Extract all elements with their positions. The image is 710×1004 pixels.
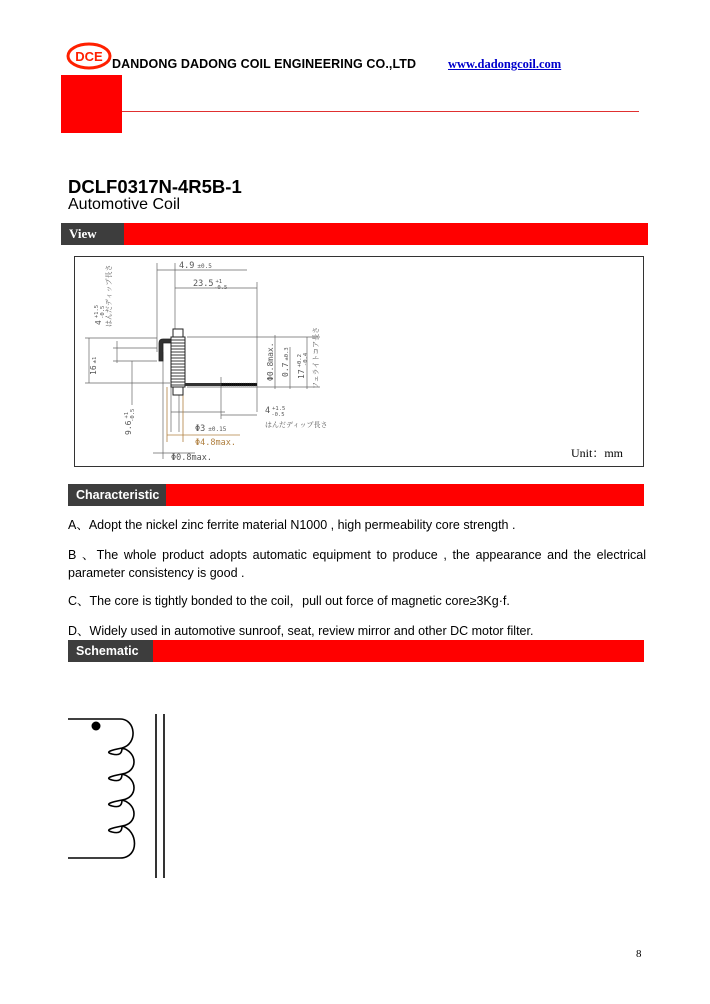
part-number: DCLF0317N-4R5B-1 [68, 176, 242, 197]
dim-gap: 0.7±0.3 [281, 347, 290, 377]
dim-top-large: 23.5 $^{+1}$ -0.5 [193, 279, 228, 291]
coil-illustration [159, 329, 257, 395]
coil-winding [68, 719, 135, 858]
dim-phi3: Φ3 ±0.15 [195, 424, 227, 434]
section-header-view [61, 223, 648, 245]
solder-tip-label-left: はんだディップ長さ [105, 264, 113, 327]
page-number: 8 [636, 948, 642, 960]
dim-phi08: Φ0.8max. [171, 453, 212, 463]
dim-lower: $9.6^{+1}-0.5$ [124, 408, 136, 435]
section-label-view: View [61, 223, 124, 245]
company-logo [66, 42, 112, 70]
company-name: DANDONG DADONG COIL ENGINEERING CO.,LTD [112, 57, 417, 71]
header-red-block [61, 75, 122, 133]
characteristic-item-d: D、Widely used in automotive sunroof, seat, review mirror and other DC motor filter. [68, 624, 534, 638]
characteristic-item-b: B 、The whole product adopts automatic equipment to produce , the appearance and the electrical parameter consistency is good . [68, 548, 646, 580]
solder-tip-label-right: はんだディップ長さ [265, 421, 328, 429]
dim-wire-diameter: Φ0.8max. [266, 342, 275, 381]
characteristic-item-a: A、Adopt the nickel zinc ferrite material N1000 , high permeability core strength . [68, 518, 516, 532]
logo-text: DCE [75, 49, 103, 64]
unit-label: Unit：mm [571, 446, 624, 460]
dimension-drawing [74, 256, 644, 467]
dim-height: 16±1 [89, 356, 98, 375]
header-rule [122, 111, 639, 112]
dim-right-tip: 4 $^{+1.5}$ -0.5 [265, 406, 286, 418]
section-label-characteristic: Characteristic [68, 484, 166, 506]
section-label-schematic: Schematic [68, 640, 153, 662]
company-website-link[interactable]: www.dadongcoil.com [448, 57, 562, 71]
dim-phi48: Φ4.8max. [195, 438, 236, 448]
section-header-characteristic [68, 484, 644, 506]
dim-top-small: 4.9 ±0.5 [179, 261, 212, 271]
polarity-dot [92, 722, 101, 731]
section-header-schematic [68, 640, 644, 662]
product-subtitle: Automotive Coil [68, 196, 181, 213]
ferrite-core-label: フェライトコア長さ [312, 326, 320, 389]
dim-core: $17^{+0.2}-0.4$ [297, 352, 309, 379]
dim-left-tip: $4^{+1.5}-0.5$ [94, 304, 106, 325]
inductor-schematic [64, 708, 184, 884]
characteristic-item-c: C、The core is tightly bonded to the coil，pull out force of magnetic core≥3Kg·f. [68, 594, 510, 608]
